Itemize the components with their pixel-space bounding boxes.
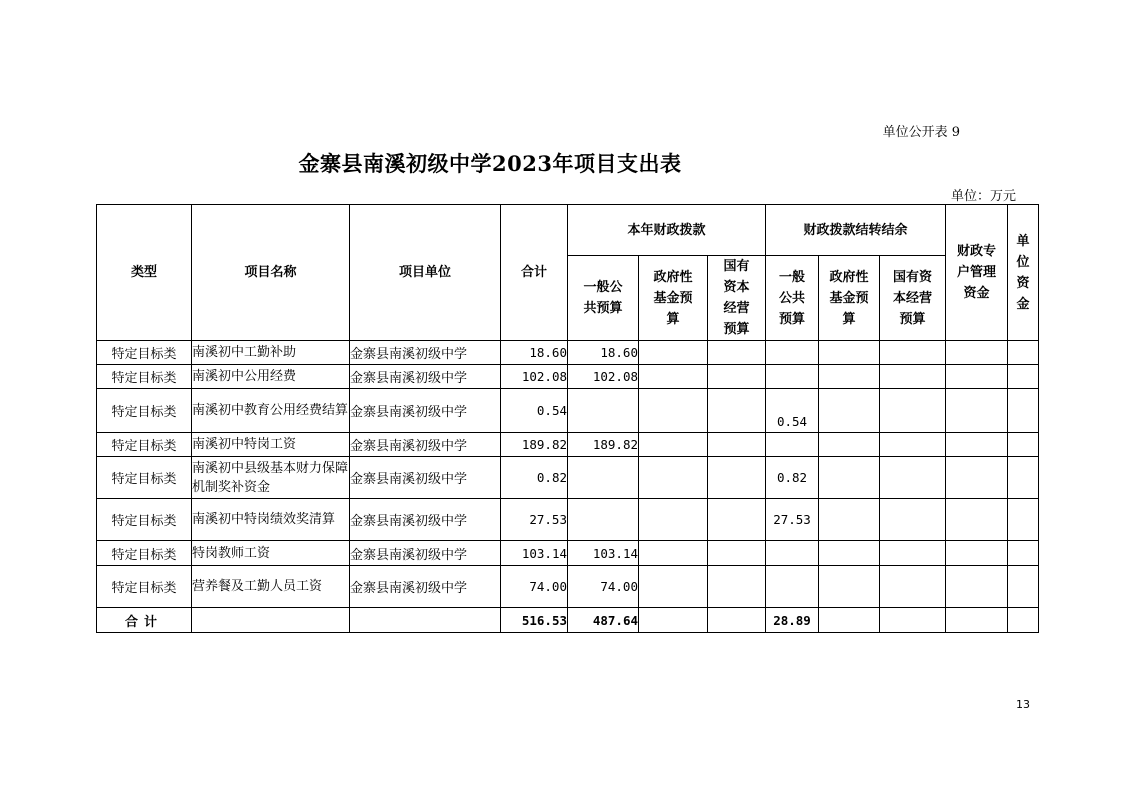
cell-co-gov-fund bbox=[819, 365, 880, 389]
cell-unit-fund bbox=[1008, 457, 1039, 499]
cell-total: 27.53 bbox=[501, 499, 568, 541]
cell-state-capital bbox=[708, 499, 766, 541]
cell-empty bbox=[880, 608, 946, 633]
cell-state-capital bbox=[708, 541, 766, 566]
cell-total: 74.00 bbox=[501, 566, 568, 608]
cell-gov-fund bbox=[639, 365, 708, 389]
cell-co-gov-fund bbox=[819, 389, 880, 433]
cell-special-fund bbox=[946, 541, 1008, 566]
cell-project-name: 营养餐及工勤人员工资 bbox=[192, 566, 350, 608]
cell-total: 0.54 bbox=[501, 389, 568, 433]
cell-co-general-public bbox=[766, 566, 819, 608]
form-number: 单位公开表 9 bbox=[882, 125, 960, 140]
cell-special-fund bbox=[946, 499, 1008, 541]
cell-co-general-public: 0.54 bbox=[766, 389, 819, 433]
project-expenditure-table bbox=[96, 204, 1039, 633]
page-number: 13 bbox=[1016, 698, 1030, 711]
header-project-unit: 项目单位 bbox=[350, 205, 501, 341]
cell-state-capital bbox=[708, 389, 766, 433]
cell-general-public: 189.82 bbox=[568, 433, 639, 457]
cell-unit-fund bbox=[1008, 541, 1039, 566]
cell-co-gov-fund bbox=[819, 499, 880, 541]
total-co-general-public: 28.89 bbox=[766, 608, 819, 633]
cell-general-public: 103.14 bbox=[568, 541, 639, 566]
table-row bbox=[97, 389, 1039, 433]
table-row bbox=[97, 433, 1039, 457]
cell-general-public: 18.60 bbox=[568, 341, 639, 365]
table-row bbox=[97, 541, 1039, 566]
cell-co-state-capital bbox=[880, 433, 946, 457]
total-row bbox=[97, 608, 1039, 633]
cell-project-unit: 金寨县南溪初级中学 bbox=[350, 389, 501, 433]
cell-special-fund bbox=[946, 457, 1008, 499]
cell-empty bbox=[708, 608, 766, 633]
cell-empty bbox=[946, 608, 1008, 633]
table-row bbox=[97, 566, 1039, 608]
cell-unit-fund bbox=[1008, 499, 1039, 541]
cell-general-public bbox=[568, 389, 639, 433]
cell-gov-fund bbox=[639, 341, 708, 365]
cell-project-name: 南溪初中教育公用经费结算 bbox=[192, 389, 350, 433]
cell-co-general-public: 27.53 bbox=[766, 499, 819, 541]
cell-general-public: 74.00 bbox=[568, 566, 639, 608]
cell-project-unit: 金寨县南溪初级中学 bbox=[350, 566, 501, 608]
cell-project-unit: 金寨县南溪初级中学 bbox=[350, 365, 501, 389]
cell-type: 特定目标类 bbox=[97, 566, 192, 608]
cell-total: 0.82 bbox=[501, 457, 568, 499]
header-special-fund: 财政专 户管理 资金 bbox=[946, 205, 1008, 341]
cell-type: 特定目标类 bbox=[97, 365, 192, 389]
cell-co-state-capital bbox=[880, 365, 946, 389]
cell-co-gov-fund bbox=[819, 433, 880, 457]
cell-project-name: 南溪初中特岗工资 bbox=[192, 433, 350, 457]
cell-co-state-capital bbox=[880, 341, 946, 365]
cell-total: 102.08 bbox=[501, 365, 568, 389]
cell-general-public bbox=[568, 499, 639, 541]
cell-total: 189.82 bbox=[501, 433, 568, 457]
page-title: 金寨县南溪初级中学2023年项目支出表 bbox=[298, 151, 682, 176]
cell-general-public bbox=[568, 457, 639, 499]
total-general-public: 487.64 bbox=[568, 608, 639, 633]
cell-empty bbox=[819, 608, 880, 633]
cell-special-fund bbox=[946, 341, 1008, 365]
header-co-general-public: 一般 公共 预算 bbox=[766, 256, 819, 341]
cell-total: 18.60 bbox=[501, 341, 568, 365]
cell-unit-fund bbox=[1008, 566, 1039, 608]
table-row bbox=[97, 457, 1039, 499]
cell-co-gov-fund bbox=[819, 566, 880, 608]
cell-project-unit: 金寨县南溪初级中学 bbox=[350, 541, 501, 566]
cell-co-state-capital bbox=[880, 457, 946, 499]
unit-label: 单位：万元 bbox=[950, 189, 1016, 204]
cell-state-capital bbox=[708, 365, 766, 389]
cell-empty bbox=[1008, 608, 1039, 633]
cell-special-fund bbox=[946, 389, 1008, 433]
cell-special-fund bbox=[946, 566, 1008, 608]
cell-project-unit: 金寨县南溪初级中学 bbox=[350, 499, 501, 541]
cell-project-name: 南溪初中公用经费 bbox=[192, 365, 350, 389]
table-row bbox=[97, 365, 1039, 389]
cell-project-unit: 金寨县南溪初级中学 bbox=[350, 341, 501, 365]
cell-co-gov-fund bbox=[819, 341, 880, 365]
cell-gov-fund bbox=[639, 457, 708, 499]
cell-co-general-public bbox=[766, 433, 819, 457]
cell-project-name: 特岗教师工资 bbox=[192, 541, 350, 566]
cell-project-name: 南溪初中县级基本财力保障机制奖补资金 bbox=[192, 457, 350, 499]
header-type: 类型 bbox=[97, 205, 192, 341]
header-gov-fund: 政府性 基金预 算 bbox=[639, 256, 708, 341]
cell-co-state-capital bbox=[880, 541, 946, 566]
header-co-state-capital: 国有资 本经营 预算 bbox=[880, 256, 946, 341]
cell-co-gov-fund bbox=[819, 541, 880, 566]
cell-co-general-public bbox=[766, 341, 819, 365]
cell-total: 103.14 bbox=[501, 541, 568, 566]
table-row bbox=[97, 499, 1039, 541]
cell-unit-fund bbox=[1008, 341, 1039, 365]
cell-state-capital bbox=[708, 566, 766, 608]
cell-gov-fund bbox=[639, 541, 708, 566]
header-unit-fund: 单 位 资 金 bbox=[1008, 205, 1039, 341]
cell-co-state-capital bbox=[880, 499, 946, 541]
cell-project-name: 南溪初中特岗绩效奖清算 bbox=[192, 499, 350, 541]
cell-co-general-public: 0.82 bbox=[766, 457, 819, 499]
cell-type: 特定目标类 bbox=[97, 499, 192, 541]
cell-special-fund bbox=[946, 433, 1008, 457]
table-row bbox=[97, 341, 1039, 365]
header-project-name: 项目名称 bbox=[192, 205, 350, 341]
cell-state-capital bbox=[708, 341, 766, 365]
cell-unit-fund bbox=[1008, 389, 1039, 433]
cell-co-state-capital bbox=[880, 566, 946, 608]
cell-co-state-capital bbox=[880, 389, 946, 433]
total-label: 合计 bbox=[97, 608, 192, 633]
cell-type: 特定目标类 bbox=[97, 341, 192, 365]
cell-type: 特定目标类 bbox=[97, 389, 192, 433]
cell-co-general-public bbox=[766, 541, 819, 566]
cell-empty bbox=[639, 608, 708, 633]
cell-project-name: 南溪初中工勤补助 bbox=[192, 341, 350, 365]
cell-gov-fund bbox=[639, 499, 708, 541]
header-state-capital: 国有 资本 经营 预算 bbox=[708, 256, 766, 341]
cell-empty bbox=[350, 608, 501, 633]
header-carryover-group: 财政拨款结转结余 bbox=[766, 205, 946, 256]
cell-type: 特定目标类 bbox=[97, 433, 192, 457]
cell-project-unit: 金寨县南溪初级中学 bbox=[350, 457, 501, 499]
cell-gov-fund bbox=[639, 566, 708, 608]
cell-empty bbox=[192, 608, 350, 633]
total-amount: 516.53 bbox=[501, 608, 568, 633]
cell-state-capital bbox=[708, 433, 766, 457]
header-total: 合计 bbox=[501, 205, 568, 341]
cell-gov-fund bbox=[639, 389, 708, 433]
cell-co-gov-fund bbox=[819, 457, 880, 499]
cell-co-general-public bbox=[766, 365, 819, 389]
cell-unit-fund bbox=[1008, 365, 1039, 389]
cell-special-fund bbox=[946, 365, 1008, 389]
cell-type: 特定目标类 bbox=[97, 457, 192, 499]
cell-state-capital bbox=[708, 457, 766, 499]
header-general-public: 一般公 共预算 bbox=[568, 256, 639, 341]
cell-type: 特定目标类 bbox=[97, 541, 192, 566]
cell-gov-fund bbox=[639, 433, 708, 457]
cell-project-unit: 金寨县南溪初级中学 bbox=[350, 433, 501, 457]
cell-unit-fund bbox=[1008, 433, 1039, 457]
cell-general-public: 102.08 bbox=[568, 365, 639, 389]
header-co-gov-fund: 政府性 基金预 算 bbox=[819, 256, 880, 341]
header-current-year-group: 本年财政拨款 bbox=[568, 205, 766, 256]
